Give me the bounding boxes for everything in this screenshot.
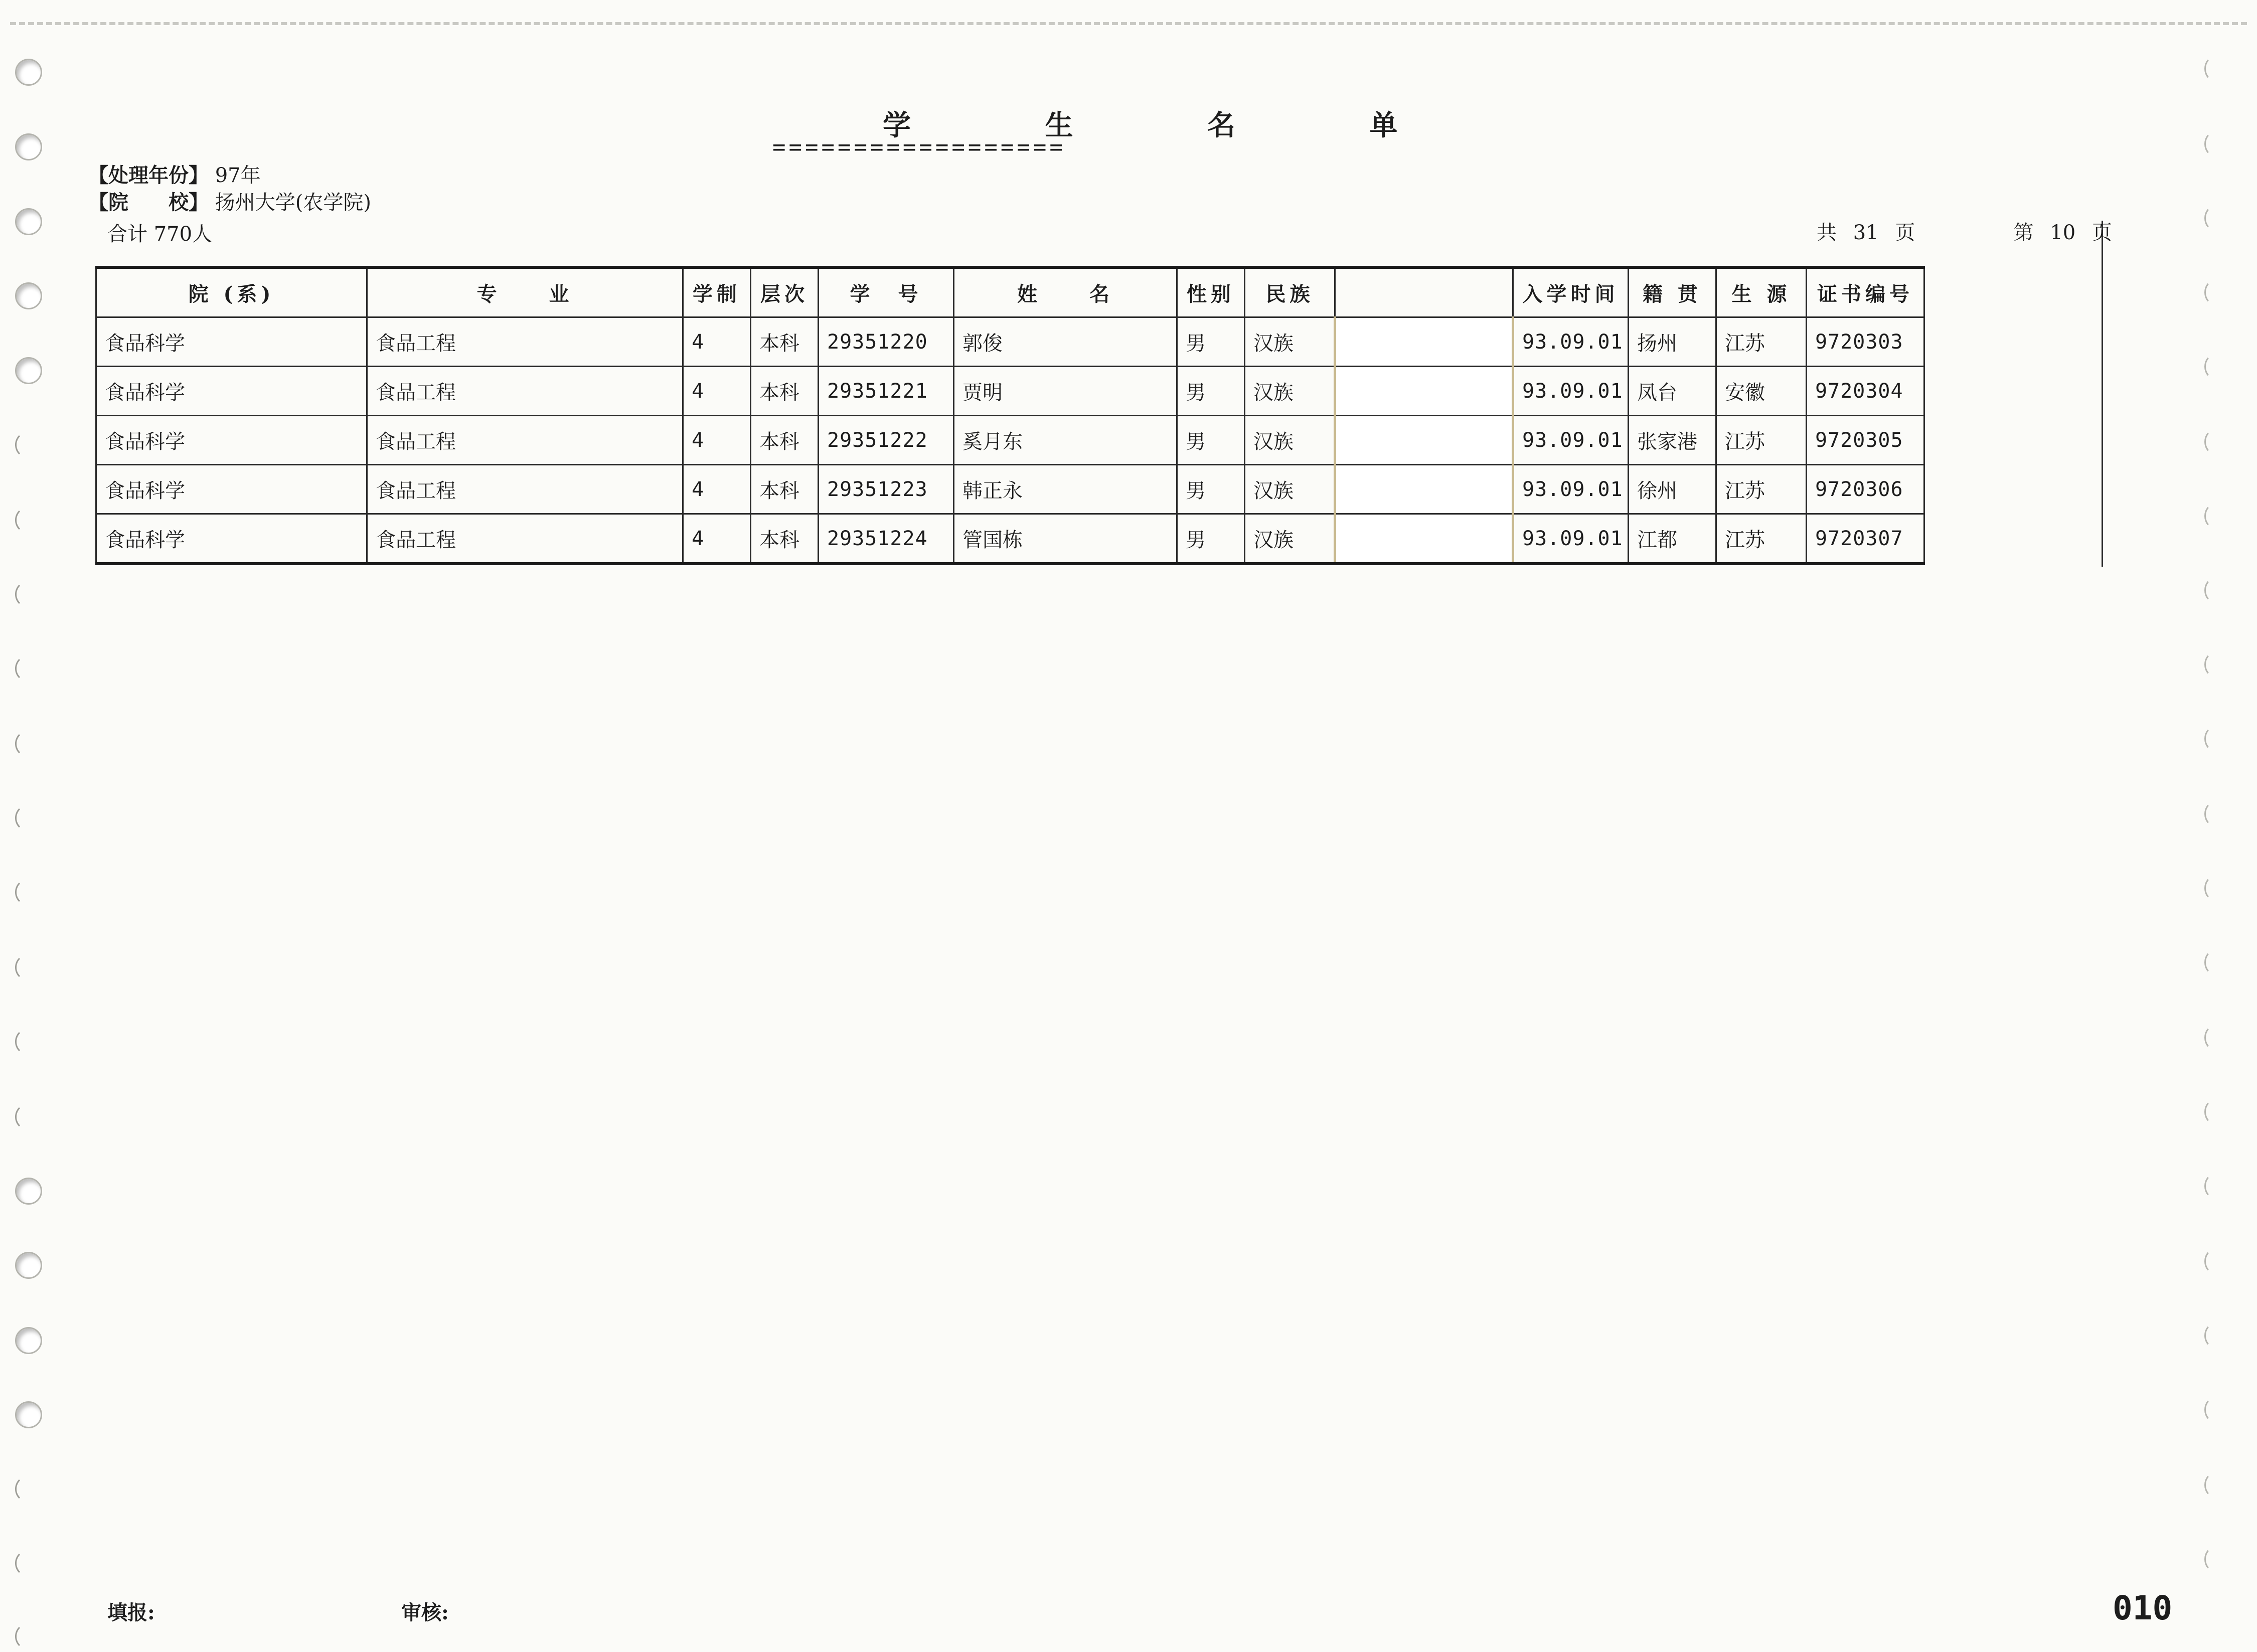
- tractor-hole: [15, 1475, 42, 1503]
- paper-torn-edge: [10, 22, 2247, 25]
- certificate-no-cell: 9720307: [1807, 514, 1924, 564]
- tractor-hole: [15, 804, 42, 832]
- enroll-date-cell: 93.09.01: [1513, 317, 1629, 367]
- tractor-hole: [15, 1327, 42, 1354]
- tractor-hole: [2204, 726, 2225, 751]
- reviewer-label: 审核:: [401, 1601, 449, 1624]
- filler-label: 填报:: [107, 1601, 155, 1624]
- enroll-date-cell: 93.09.01: [1513, 367, 1629, 416]
- col-header-native-place: 籍 贯: [1629, 267, 1716, 317]
- certificate-no-cell: 9720303: [1807, 317, 1924, 367]
- student-table: [95, 266, 1925, 565]
- page-indicator: [1817, 217, 2112, 245]
- ethnicity-cell: 汉族: [1245, 514, 1335, 564]
- student-id-cell: 29351222: [819, 416, 954, 465]
- ethnicity-cell: 汉族: [1245, 367, 1335, 416]
- table-row: [96, 317, 1924, 367]
- photo-cell: [1335, 317, 1513, 367]
- tractor-hole: [15, 1401, 42, 1428]
- tractor-hole: [2204, 801, 2225, 827]
- origin-cell: 江苏: [1716, 465, 1807, 514]
- school-label: 【院 校】: [88, 191, 209, 214]
- major-cell: 食品工程: [367, 514, 683, 564]
- origin-cell: 安徽: [1716, 367, 1807, 416]
- tractor-hole: [2204, 56, 2225, 81]
- native-place-cell: 江都: [1629, 514, 1716, 564]
- department-cell: 食品科学: [96, 465, 367, 514]
- tractor-hole: [2204, 1174, 2225, 1199]
- tractor-hole: [2204, 876, 2225, 901]
- tractor-hole: [15, 655, 42, 682]
- perforation-line: [2102, 221, 2103, 567]
- tractor-hole: [2204, 1547, 2225, 1572]
- native-place-cell: 张家港: [1629, 416, 1716, 465]
- tractor-hole: [15, 1103, 42, 1130]
- col-header-origin: 生 源: [1716, 267, 1807, 317]
- department-cell: 食品科学: [96, 514, 367, 564]
- enroll-date-cell: 93.09.01: [1513, 416, 1629, 465]
- year-row: [88, 159, 261, 188]
- tractor-hole: [15, 507, 42, 534]
- tractor-hole: [15, 208, 42, 235]
- col-header-certificate-no: 证书编号: [1807, 267, 1924, 317]
- major-cell: 食品工程: [367, 416, 683, 465]
- duration-cell: 4: [683, 514, 751, 564]
- duration-cell: 4: [683, 367, 751, 416]
- tractor-hole: [2204, 1323, 2225, 1348]
- col-header-department: 院 (系): [96, 267, 367, 317]
- student-id-cell: 29351223: [819, 465, 954, 514]
- tractor-hole: [2204, 429, 2225, 454]
- tractor-hole: [2204, 504, 2225, 529]
- tractor-hole: [15, 431, 42, 458]
- name-cell: 韩正永: [954, 465, 1177, 514]
- table-row: [96, 465, 1924, 514]
- ethnicity-cell: 汉族: [1245, 465, 1335, 514]
- ethnicity-cell: 汉族: [1245, 317, 1335, 367]
- school-value: 扬州大学(农学院): [215, 191, 371, 214]
- tractor-hole: [15, 879, 42, 906]
- native-place-cell: 扬州: [1629, 317, 1716, 367]
- tractor-hole: [2204, 1397, 2225, 1422]
- col-header-enroll-date: 入学时间: [1513, 267, 1629, 317]
- department-cell: 食品科学: [96, 416, 367, 465]
- gender-cell: 男: [1177, 317, 1245, 367]
- col-header-duration: 学制: [683, 267, 751, 317]
- tractor-hole: [2204, 1025, 2225, 1050]
- tractor-hole: [2204, 280, 2225, 305]
- student-id-cell: 29351224: [819, 514, 954, 564]
- tractor-hole: [15, 954, 42, 981]
- gender-cell: 男: [1177, 416, 1245, 465]
- tractor-hole: [2204, 1249, 2225, 1274]
- tractor-hole: [15, 133, 42, 160]
- duration-cell: 4: [683, 416, 751, 465]
- certificate-no-cell: 9720304: [1807, 367, 1924, 416]
- name-cell: 奚月东: [954, 416, 1177, 465]
- table-row: [96, 416, 1924, 465]
- student-id-cell: 29351220: [819, 317, 954, 367]
- col-header-student-id: 学 号: [819, 267, 954, 317]
- photo-cell: [1335, 367, 1513, 416]
- tractor-hole: [15, 59, 42, 86]
- gender-cell: 男: [1177, 514, 1245, 564]
- current-page-unit: 页: [2091, 221, 2112, 244]
- level-cell: 本科: [751, 514, 819, 564]
- level-cell: 本科: [751, 416, 819, 465]
- current-page-label: 第: [2013, 221, 2034, 244]
- tractor-hole: [15, 1550, 42, 1577]
- enroll-date-cell: 93.09.01: [1513, 514, 1629, 564]
- certificate-no-cell: 9720305: [1807, 416, 1924, 465]
- origin-cell: 江苏: [1716, 317, 1807, 367]
- tractor-hole: [2204, 652, 2225, 677]
- duration-cell: 4: [683, 317, 751, 367]
- tractor-hole: [15, 1028, 42, 1055]
- table-header-row: [96, 267, 1924, 317]
- current-page: 10: [2050, 221, 2076, 244]
- origin-cell: 江苏: [1716, 416, 1807, 465]
- duration-cell: 4: [683, 465, 751, 514]
- col-header-gender: 性别: [1177, 267, 1245, 317]
- tractor-hole: [15, 1252, 42, 1279]
- tractor-hole: [2204, 950, 2225, 975]
- ethnicity-cell: 汉族: [1245, 416, 1335, 465]
- level-cell: 本科: [751, 465, 819, 514]
- col-header-name: 姓 名: [954, 267, 1177, 317]
- page-code: 010: [2113, 1589, 2173, 1627]
- native-place-cell: 徐州: [1629, 465, 1716, 514]
- photo-column-header: [1335, 267, 1513, 317]
- major-cell: 食品工程: [367, 317, 683, 367]
- photo-cell: [1335, 465, 1513, 514]
- name-cell: 管国栋: [954, 514, 1177, 564]
- student-id-cell: 29351221: [819, 367, 954, 416]
- tractor-hole: [15, 357, 42, 384]
- table-row: [96, 514, 1924, 564]
- total-pages: 31: [1853, 221, 1879, 244]
- total-pages-unit: 页: [1895, 221, 1915, 244]
- gender-cell: 男: [1177, 465, 1245, 514]
- tractor-hole: [15, 581, 42, 608]
- tractor-hole: [2204, 1099, 2225, 1124]
- photo-cell: [1335, 514, 1513, 564]
- native-place-cell: 凤台: [1629, 367, 1716, 416]
- tractor-hole: [2204, 354, 2225, 379]
- page-title: 学 生 名 单: [883, 109, 1460, 142]
- table-row: [96, 367, 1924, 416]
- gender-cell: 男: [1177, 367, 1245, 416]
- tractor-hole: [15, 282, 42, 309]
- total-count: 合计 770人: [107, 223, 213, 246]
- tractor-hole: [2204, 578, 2225, 603]
- tractor-hole: [15, 730, 42, 757]
- department-cell: 食品科学: [96, 367, 367, 416]
- tractor-hole: [15, 1623, 42, 1650]
- level-cell: 本科: [751, 317, 819, 367]
- name-cell: 郭俊: [954, 317, 1177, 367]
- level-cell: 本科: [751, 367, 819, 416]
- title-underline: ==================: [772, 134, 1066, 160]
- col-header-level: 层次: [751, 267, 819, 317]
- certificate-no-cell: 9720306: [1807, 465, 1924, 514]
- major-cell: 食品工程: [367, 465, 683, 514]
- year-label: 【处理年份】: [88, 163, 209, 187]
- tractor-hole: [2204, 1472, 2225, 1498]
- enroll-date-cell: 93.09.01: [1513, 465, 1629, 514]
- total-pages-label: 共: [1817, 221, 1837, 244]
- col-header-major: 专 业: [367, 267, 683, 317]
- year-value: 97年: [215, 164, 261, 187]
- major-cell: 食品工程: [367, 367, 683, 416]
- school-row: [88, 187, 371, 215]
- name-cell: 贾明: [954, 367, 1177, 416]
- tractor-hole: [15, 1178, 42, 1205]
- tractor-hole: [2204, 206, 2225, 231]
- origin-cell: 江苏: [1716, 514, 1807, 564]
- department-cell: 食品科学: [96, 317, 367, 367]
- tractor-hole: [2204, 131, 2225, 156]
- col-header-ethnicity: 民族: [1245, 267, 1335, 317]
- photo-cell: [1335, 416, 1513, 465]
